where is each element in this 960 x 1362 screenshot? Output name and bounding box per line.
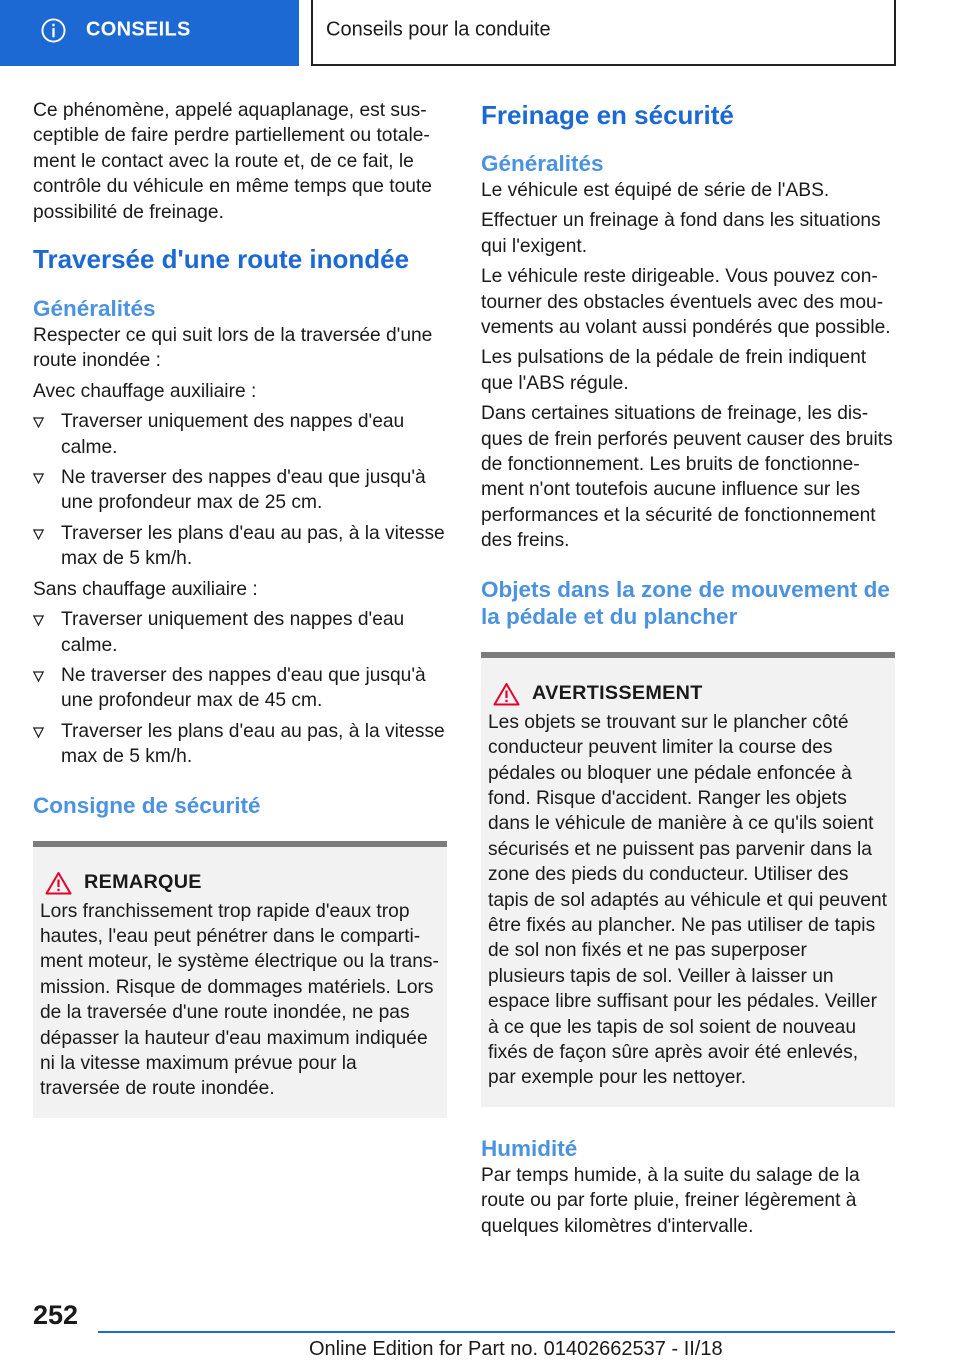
chapter-title: Conseils pour la conduite [326, 18, 551, 41]
footer-divider [98, 1331, 895, 1333]
braking-heading: Freinage en sécurité [481, 100, 734, 130]
without-heater-list [33, 607, 447, 769]
list-item-text: Traverser uniquement des nappes d'eau calme. [61, 411, 405, 458]
braking-paragraph: Les pulsations de la pédale de frein indiquent que l'ABS régule. [481, 347, 867, 394]
triangle-bullet-icon [33, 615, 44, 626]
intro-paragraph: Ce phénomène, appelé aquaplanage, est susceptible de faire perdre partiellement ou totalement le contact avec la route et, de ce fait, le contrôle du véhicule en même temps que toute possibilité de freinage. [33, 100, 432, 223]
section-label: CONSEILS [86, 18, 191, 41]
triangle-bullet-icon [33, 727, 44, 738]
braking-paragraph: Le véhicule reste dirigeable. Vous pouvez contourner des obstacles éventuels avec des mouvements au volant aussi pondérés que possible. [481, 266, 891, 339]
left-column [33, 98, 447, 1118]
list-item [33, 521, 447, 572]
objects-heading: Objets dans la zone de mouvement de la pédale et du plancher [481, 576, 890, 629]
triangle-bullet-icon [33, 417, 44, 428]
flood-heading: Traversée d'une route inondée [33, 244, 410, 275]
triangle-bullet-icon [33, 529, 44, 540]
with-heater-list [33, 409, 447, 571]
list-item [33, 409, 447, 460]
list-item-text: Traverser les plans d'eau au pas, à la vitesse max de 5 km/h. [61, 522, 445, 570]
warning-triangle-icon [45, 871, 72, 895]
list-item-text: Ne traverser des nappes d'eau que jusqu'à une profondeur max de 25 cm. [61, 467, 426, 514]
warning-box [481, 652, 895, 1107]
safety-heading: Consigne de sécurité [33, 792, 261, 818]
braking-general-heading: Généralités [481, 151, 604, 176]
list-item [33, 607, 447, 658]
flood-general-text: Respecter ce qui suit lors de la traversée d'une route inondée : [33, 325, 433, 372]
notice-box [33, 841, 447, 1118]
warning-triangle-icon [493, 682, 520, 706]
section-tab [0, 0, 299, 66]
humidity-heading: Humidité [481, 1135, 578, 1161]
warning-header [488, 682, 888, 706]
footer-edition: Online Edition for Part no. 01402662537 - II/18 [309, 1338, 723, 1360]
list-item [33, 465, 447, 516]
braking-paragraph: Le véhicule est équipé de série de l'ABS. [481, 180, 830, 201]
list-item-text: Ne traverser des nappes d'eau que jusqu'à une profondeur max de 45 cm. [61, 664, 426, 712]
notice-title: REMARQUE [84, 871, 202, 894]
braking-paragraph: Effectuer un freinage à fond dans les situations qui l'exigent. [481, 210, 881, 257]
triangle-bullet-icon [33, 671, 44, 682]
info-icon [41, 18, 66, 43]
notice-text: Lors franchissement trop rapide d'eaux trop hautes, l'eau peut pénétrer dans le compartiment moteur, le système électrique ou la transmission. Risque de dommages matériels. Lors de la traversée d'une route inondée, ne pas dépasser la hauteur d'eau maximum indiquée ni la vitesse maximum prévue pour la traversée de route inondée. [40, 900, 439, 1100]
humidity-text: Par temps humide, à la suite du salage de la route ou par forte pluie, freiner légèrement à quelques kilomètres d'intervalle. [481, 1164, 860, 1237]
warning-text: Les objets se trouvant sur le plancher côté conducteur peuvent limiter la course des pédales ou bloquer une pédale enfoncée à fond. Risque d'accident. Ranger les objets dans le véhicule de manière à ce qu'ils soient sécurisés et ne puissent pas parvenir dans la zone des pieds du conducteur. Utiliser des tapis de sol adaptés au véhicule et qui peuvent être fixés au plancher. Ne pas utiliser de tapis de sol non fixés et ne pas superposer plusieurs tapis de sol. Veiller à laisser un espace libre suffisant pour les pédales. Veiller à ce que les tapis de sol soient de nouveau fixés de façon sûre après avoir été enlevés, par exemple pour les nettoyer. [488, 711, 887, 1089]
list-item-text: Traverser uniquement des nappes d'eau calme. [61, 609, 405, 656]
warning-title: AVERTISSEMENT [532, 682, 703, 705]
list-item [33, 663, 447, 714]
without-heater-label: Sans chauffage auxiliaire : [33, 578, 258, 600]
list-item-text: Traverser les plans d'eau au pas, à la vitesse max de 5 km/h. [61, 720, 445, 768]
triangle-bullet-icon [33, 473, 44, 484]
page-number: 252 [33, 1300, 79, 1330]
with-heater-label: Avec chauffage auxiliaire : [33, 380, 257, 402]
braking-paragraph: Dans certaines situations de freinage, les disques de frein perforés peuvent causer des bruits de fonctionnement. Les bruits de fonctionnement n'ont toutefois aucune influence sur les performances et la sécurité de fonctionnement des freins. [481, 403, 893, 552]
list-item [33, 719, 447, 770]
right-column [481, 98, 895, 1244]
notice-header [40, 871, 440, 895]
flood-general-heading: Généralités [33, 296, 156, 322]
